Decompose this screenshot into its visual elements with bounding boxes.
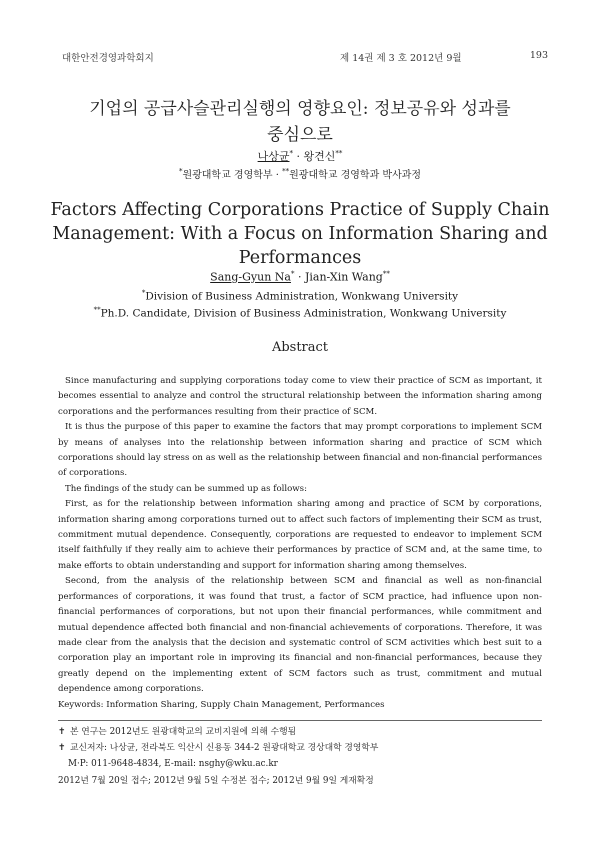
korean-author-2: 왕견신 bbox=[303, 150, 336, 163]
english-title-line-3: Performances bbox=[238, 248, 362, 268]
korean-affiliation-2: 원광대학교 경영학과 박사과정 bbox=[289, 170, 422, 181]
footnote-funding-text: 본 연구는 2012년도 원광대학교의 교비지원에 의해 수행됨 bbox=[70, 727, 297, 737]
keywords: Keywords: Information Sharing, Supply Chain Management, Performances bbox=[58, 699, 385, 710]
abstract-paragraph: First, as for the relationship between information sharing among and practice of SCM by corporations, information sharing among corporations turned out to affect such factors of implementing their SCM as trust, commitment mutual dependence. Consequently, corporations are requested to endeavor to implement SCM itself faithfully if they really aim to achieve their performances by practice of SCM and, at the same time, to make efforts to obtain understanding and support for information sharing among themselves. bbox=[58, 499, 542, 571]
korean-author-1: 나상균 bbox=[257, 150, 290, 163]
english-author-1-mark: * bbox=[290, 270, 295, 278]
abstract-paragraph: It is thus the purpose of this paper to examine the factors that may prompt corporations to implement SCM by means of analyses into the relationship between information sharing and practice of SCM which corporations should lay stress on as well as the relationship between financial and non-financial performances of corporations. bbox=[58, 422, 542, 479]
english-affiliation-1 bbox=[0, 289, 600, 303]
dagger-mark: ✝ bbox=[58, 743, 66, 754]
footnote-contact: M·P: 011-9648-4834, E-mail: nsghy@wku.ac.kr bbox=[68, 759, 278, 770]
footnotes bbox=[58, 724, 542, 789]
english-title-line-1: Factors Affecting Corporations Practice of Supply Chain bbox=[50, 200, 550, 220]
abstract-paragraph: The findings of the study can be summed up as follows: bbox=[65, 483, 307, 494]
korean-affiliation-separator: · bbox=[275, 170, 279, 181]
korean-title-line-1: 기업의 공급사슬관리실행의 영향요인: 정보공유와 성과를 bbox=[89, 99, 511, 119]
abstract-heading: Abstract bbox=[271, 340, 329, 355]
footnote-dates: 2012년 7월 20일 접수; 2012년 9월 5일 수정본 접수; 2012년 9월 9일 게재확정 bbox=[58, 775, 374, 786]
korean-affiliation-1-mark: * bbox=[178, 167, 183, 176]
korean-title bbox=[0, 96, 600, 148]
english-affiliation-2-text: Ph.D. Candidate, Division of Business Administration, Wonkwang University bbox=[100, 307, 507, 320]
journal-name: 대한안전경영과학회지 bbox=[62, 53, 154, 64]
english-affiliation-2-mark: ** bbox=[93, 306, 101, 314]
korean-authors bbox=[0, 148, 600, 164]
abstract-paragraph: Second, from the analysis of the relationship between SCM and financial as well as non-financial performances of corporations, it was found that trust, a factor of SCM practice, had influence upon non-financial performances of corporations, but not upon their financial performances, while commitment and mutual dependence affected both financial and non-financial achievements of corporations. Therefore, it was made clear from the analysis that the decision and systematic control of SCM activities which best suit to a corporation play an important role in improving its financial and non-financial performances, because they greatly depend on the implementing extent of SCM factors such as trust, commitment and mutual dependence among corporations. bbox=[58, 576, 542, 695]
dagger-mark: ✝ bbox=[58, 727, 66, 737]
english-affiliation-1-text: Division of Business Administration, Wonkwang University bbox=[145, 290, 459, 303]
abstract-paragraph: Since manufacturing and supplying corporations today come to view their practice of SCM as important, it becomes essential to analyze and control the structural relationship between the information sharing among corporations and the performances resulting from their practice of SCM. bbox=[58, 376, 542, 417]
issue-info: 제 14권 제 3 호 2012년 9월 bbox=[340, 53, 462, 64]
footnote-corresponding-text: 교신저자: 나상균, 전라북도 익산시 신용동 344-2 원광대학교 경상대학 경영학부 bbox=[70, 743, 379, 754]
footnote-corresponding-author bbox=[58, 740, 542, 756]
english-affiliation-1-mark: * bbox=[141, 289, 146, 297]
english-authors bbox=[0, 270, 600, 284]
english-title bbox=[40, 198, 560, 270]
korean-affiliation-2-mark: ** bbox=[282, 167, 290, 176]
korean-author-1-mark: * bbox=[289, 149, 293, 158]
abstract-body bbox=[58, 374, 542, 713]
footnote-divider bbox=[58, 720, 542, 721]
korean-affiliation-1: 원광대학교 경영학부 bbox=[182, 170, 273, 181]
english-author-2-mark: ** bbox=[382, 270, 390, 278]
korean-author-separator: · bbox=[296, 150, 300, 163]
korean-affiliations bbox=[0, 166, 600, 181]
korean-title-line-2: 중심으로 bbox=[267, 125, 333, 145]
korean-author-2-mark: ** bbox=[335, 149, 343, 158]
page-number: 193 bbox=[529, 50, 548, 61]
english-title-line-2: Management: With a Focus on Information Sharing and bbox=[52, 224, 548, 244]
english-author-1: Sang-Gyun Na bbox=[210, 270, 291, 284]
english-affiliation-2 bbox=[0, 306, 600, 320]
english-author-separator: · bbox=[297, 270, 302, 284]
english-author-2: Jian-Xin Wang bbox=[304, 270, 383, 284]
footnote-funding bbox=[58, 724, 542, 740]
